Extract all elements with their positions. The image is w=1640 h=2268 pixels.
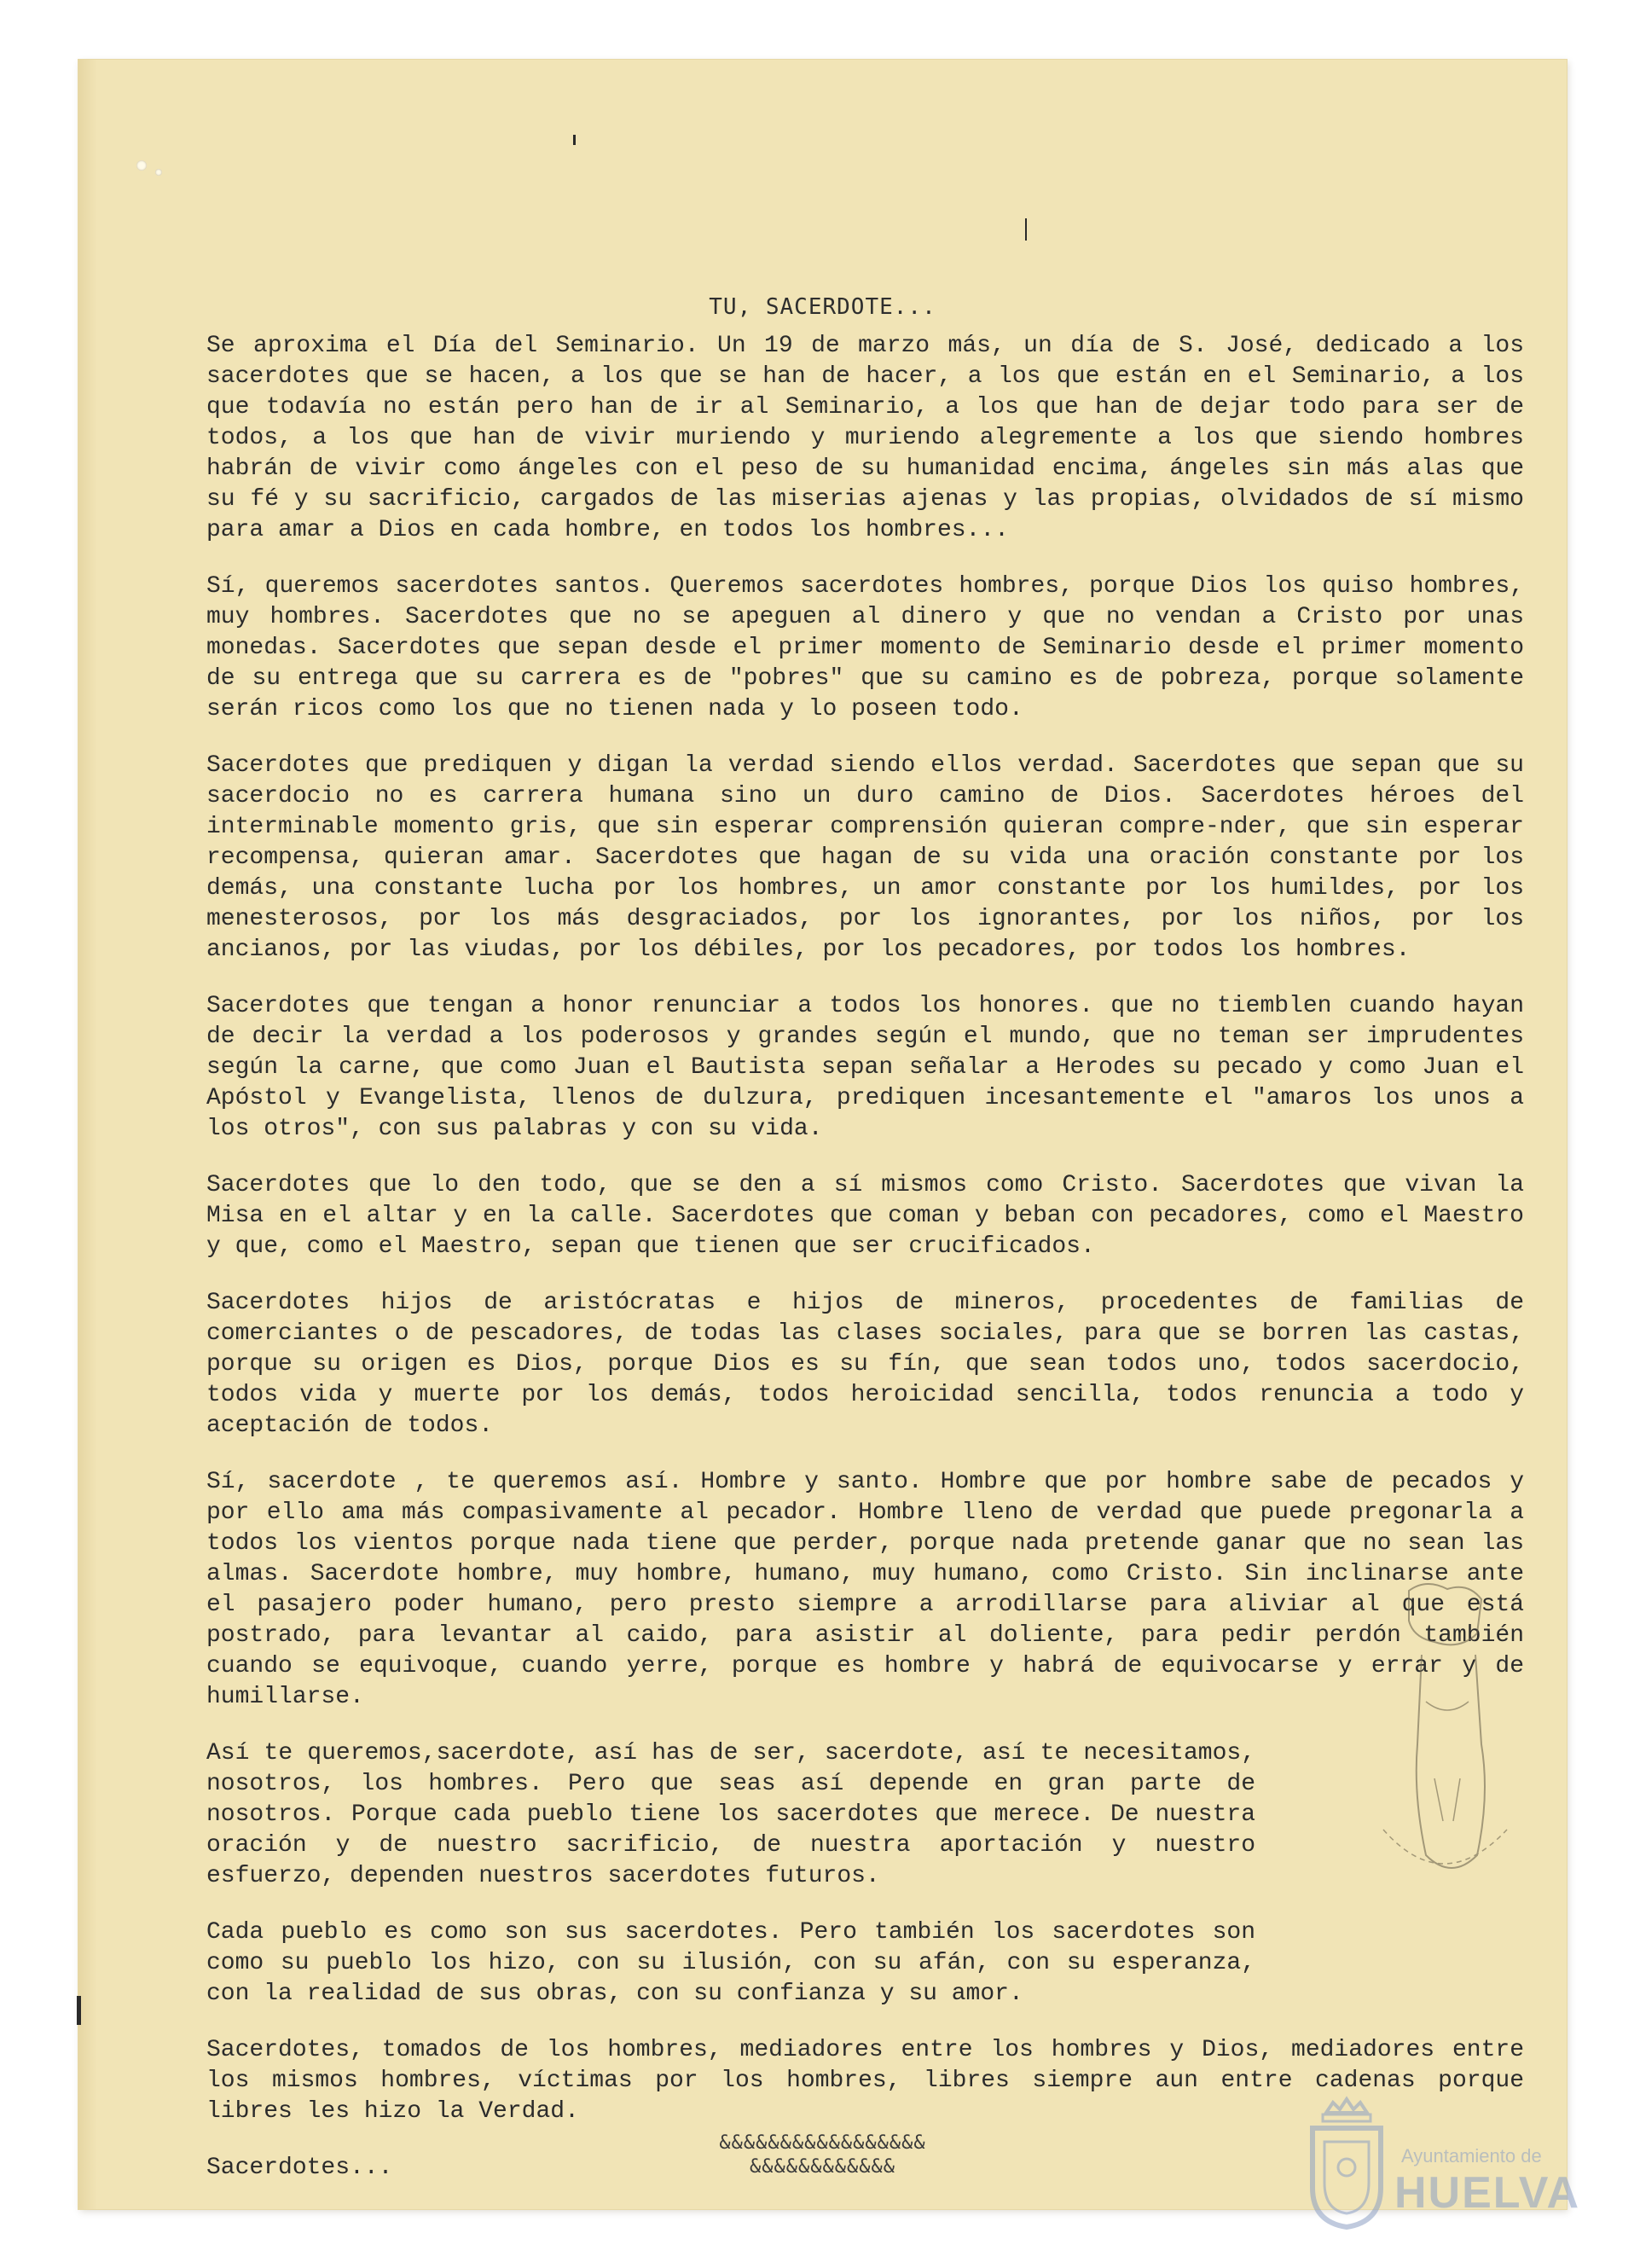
paragraph: Sacerdotes hijos de aristócratas e hijos de mineros, procedentes de familias de comerciantes o de pescadores, de todas las clases sociales, para que se borren las castas, porque su origen es Dios, porque Dios es su fín, que sean todos uno, todos sacerdocio, todos vida y muerte por los demás, todos heroicidad sencilla, todos renuncia a todo y aceptación de todos. [206, 1290, 1524, 1439]
ornament-line: &&&&&&&&&&&& [750, 2156, 895, 2178]
huelva-watermark [1301, 2094, 1581, 2230]
paper-sheet [78, 60, 1567, 2209]
faint-sketch-illustration [1375, 1574, 1515, 1902]
paragraph: Sacerdotes, tomados de los hombres, mediadores entre los hombres y Dios, mediadores entre los mismos hombres, víctimas por los hombres, libres siempre aun entre cadenas porque libres les hizo la Verdad. [206, 2037, 1524, 2125]
document-body [206, 331, 1524, 2209]
paragraph: Sí, queremos sacerdotes santos. Queremos sacerdotes hombres, porque Dios los quiso hombres, muy hombres. Sacerdotes que no se apeguen al dinero y que no vendan a Cristo por unas monedas. Sacerdotes que sepan desde el primer momento de Seminario desde el primer momento de su entrega que su carrera es de "pobres" que su camino es de pobreza, porque solamente serán ricos como los que no tienen nada y lo poseen todo. [206, 573, 1524, 722]
paragraph: Sacerdotes que prediquen y digan la verdad siendo ellos verdad. Sacerdotes que sepan que su sacerdocio no es carrera humana sino un duro camino de Dios. Sacerdotes héroes del interminable momento gris, que sin esperar comprensión quieran compre-nder, que sin esperar recompensa, quieran amar. Sacerdotes que hagan de su vida una oración constante por los demás, una constante lucha por los hombres, un amor constante por los humildes, por los menesterosos, por los más desgraciados, por los ignorantes, por los niños, por los ancianos, por las viudas, por los débiles, por los pecadores, por todos los hombres. [206, 752, 1524, 963]
paragraph: Así te queremos,sacerdote, así has de ser, sacerdote, así te necesitamos, nosotros, los hombres. Pero que seas así depende en gran parte de nosotros. Porque cada pueblo tiene los sacerdotes que merece. De nuestra oración y de nuestro sacrificio, de nuestra aportación y nuestro esfuerzo, dependen nuestros sacerdotes futuros. [206, 1740, 1255, 1889]
watermark-city: HUELVA [1394, 2168, 1581, 2218]
ink-mark [77, 1996, 81, 2025]
paragraph: Sacerdotes que lo den todo, que se den a sí mismos como Cristo. Sacerdotes que vivan la Misa en el altar y en la calle. Sacerdotes que coman y beban con pecadores, como el Maestro y que, como el Maestro, sepan que tienen que ser crucificados. [206, 1172, 1524, 1260]
punch-hole [136, 160, 147, 171]
punch-hole [155, 169, 162, 176]
paragraph: Sí, sacerdote , te queremos así. Hombre y santo. Hombre que por hombre sabe de pecados y por ello ama más compasivamente al pecador. Hombre lleno de verdad que puede pregonarla a todos los vientos porque nada tiene que perder, porque nada pretende ganar que no sean las almas. Sacerdote hombre, muy hombre, humano, muy humano, como Cristo. Sin inclinarse ante el pasajero poder humano, pero presto siempre a arrodillarse para aliviar al que está postrado, para levantar al caido, para asistir al doliente, para pedir perdón también cuando se equivoque, cuando yerre, porque es hombre y habrá de equivocarse y errar y de humillarse. [206, 1469, 1524, 1710]
binder-edge [78, 60, 97, 2209]
closing-line: Sacerdotes... [206, 2155, 393, 2181]
ornament-line: &&&&&&&&&&&&&&&&& [719, 2132, 926, 2154]
document-title: TU, SACERDOTE... [709, 294, 936, 320]
ink-mark [573, 135, 576, 145]
watermark-caption: Ayuntamiento de [1401, 2145, 1542, 2166]
paragraph: Cada pueblo es como son sus sacerdotes. Pero también los sacerdotes son como su pueblo los hizo, con su ilusión, con su afán, con su esperanza, con la realidad de sus obras, con su confianza y su amor. [206, 1919, 1255, 2007]
ink-mark [1025, 218, 1027, 241]
coat-of-arms-icon [1301, 2094, 1386, 2230]
paragraph: Se aproxima el Día del Seminario. Un 19 de marzo más, un día de S. José, dedicado a los sacerdotes que se hacen, a los que se han de hacer, a los que están en el Seminario, a los que todavía no están pero han de ir al Seminario, a los que han de dejar todo para ser de todos, a los que han de vivir muriendo y muriendo alegremente a los que siendo hombres habrán de vivir como ángeles con el peso de su humanidad encima, ángeles sin más alas que su fé y su sacrificio, cargados de las miserias ajenas y las propias, olvidados de sí mismo para amar a Dios en cada hombre, en todos los hombres... [206, 333, 1524, 543]
paragraph: Sacerdotes que tengan a honor renunciar a todos los honores. que no tiemblen cuando hayan de decir la verdad a los poderosos y grandes según el mundo, que no teman ser imprudentes según la carne, que como Juan el Bautista sepan señalar a Herodes su pecado y como Juan el Apóstol y Evangelista, llenos de dulzura, prediquen incesantemente el "amaros los unos a los otros", con sus palabras y con su vida. [206, 993, 1524, 1142]
